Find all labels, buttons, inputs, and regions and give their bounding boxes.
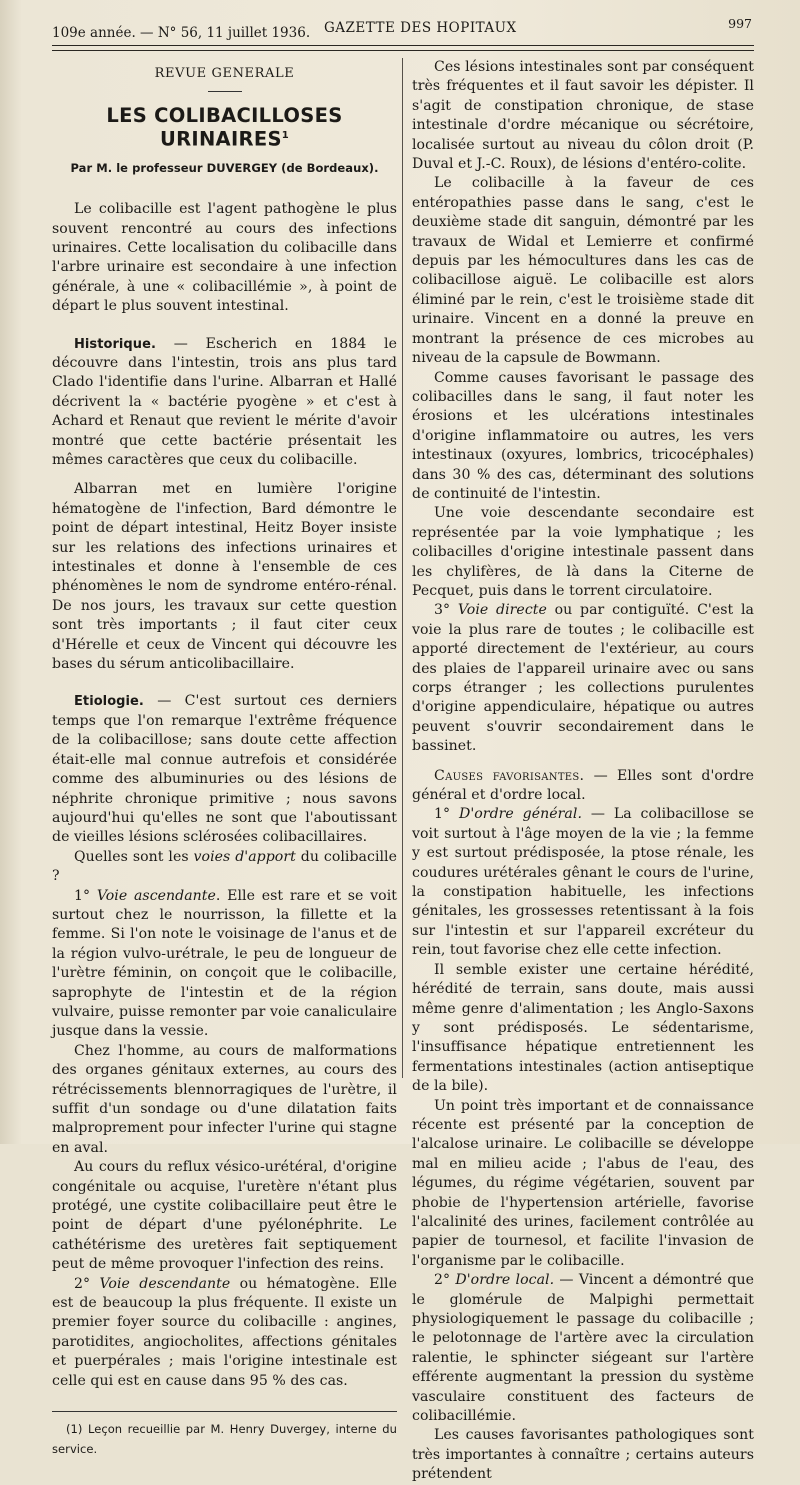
footnote: (1) Leçon recueillie par M. Henry Duvergey, interne du service. [52, 1422, 397, 1456]
running-header [52, 16, 752, 44]
section-heading: REVUE GENERALE [154, 66, 295, 81]
column-divider [402, 58, 403, 1078]
paragraph: 1° D'ordre général. — La colibacillose se voit surtout à l'âge moyen de la vie ; la femme y est surtout prédisposée, la ptose rénale, les coudures urétérales gênant le cours de l'urine, la constipation habituelle, les infections génitales, les grossesses retentissant à la fois sur l'intestin et sur l'appareil excréteur du rein, tout favorise chez elle cette infection. [412, 806, 754, 959]
paragraph: 2° Voie descendante ou hématogène. Elle est de beaucoup la plus fréquente. Il existe un premier foyer source du colibacille : angines, parotidites, angiocholites, affections génitales et puerpérales ; mais l'origine intestinale est celle qui est en cause dans 95 % des cas. [52, 1275, 397, 1389]
right-column [412, 58, 754, 1485]
paragraph-causes: Causes favorisantes. — Elles sont d'ordre général et d'ordre local. [412, 767, 754, 804]
title-footnote-mark: 1 [281, 129, 290, 141]
article-author: Par M. le professeur DUVERGEY (de Bordeaux). [70, 160, 379, 175]
paragraph: 2° D'ordre local. — Vincent a démontré que le glomérule de Malpighi permettait physiologiquement le passage du colibacille ; le pelotonnage de l'artère avec la circulation ralentie, le sphincter siégeant sur l'artère efférente augmentant la pression du système vasculaire constituent des facteurs de colibacillémie. [412, 1272, 755, 1425]
paragraph: Une voie descendante secondaire est représentée par la voie lymphatique ; les colibacilles d'origine intestinale passent dans les chylifères, de là dans la Citerne de Pecquet, puis dans le torrent circulatoire. [412, 505, 754, 599]
paragraph: Il semble exister une certaine hérédité, hérédité de terrain, sans doute, mais aussi même genre d'alimentation ; les Anglo-Saxons y sont prédisposés. Le sédentarisme, l'insuffisance hépatique entretiennent les fermentations intestinales (action antiseptique de la bile). [412, 961, 754, 1095]
paragraph: Au cours du reflux vésico-urétéral, d'origine congénitale ou acquise, l'uretère n'étant plus protégé, une cystite colibacillaire peut être le point de départ d'une pyélonéphrite. Le cathétérisme des uretères fait septiquement peut de même provoquer l'infection des reins. [52, 1159, 397, 1273]
paragraph: Les causes favorisantes pathologiques sont très importantes à connaître ; certains auteurs prétendent [412, 1427, 754, 1483]
title-rule [208, 91, 242, 92]
issue-info: 109e année. — N° 56, 11 juillet 1936. [52, 25, 311, 41]
paragraph-etiologie: Etiologie. — C'est surtout ces derniers temps que l'on remarque l'extrême fréquence de la colibacillose; sans doute cette affection était-elle mal connue autrefois et considérée comme des albuminuries ou des lésions de néphrite chronique primitive ; nous savons aujourd'hui qu'elles ne sont que l'aboutissant de vieilles lésions sclérosées colibacillaires. [52, 693, 397, 846]
paragraph: 3° Voie directe ou par contiguïté. C'est la voie la plus rare de toutes ; le colibacille est apporté directement de l'extérieur, au cours des plaies de l'appareil urinaire avec ou sans corps étranger ; les collections purulentes d'origine appendiculaire, hépatique ou autres peuvent s'ouvrir secondairement dans le bassinet. [412, 602, 754, 755]
subheading-causes: Causes favorisantes. [434, 767, 585, 784]
left-column [52, 58, 397, 1459]
article-title: LES COLIBACILLOSES URINAIRES$^1$ [106, 104, 343, 151]
paragraph-historique: Historique. — Escherich en 1884 le découvre dans l'intestin, trois ans plus tard Clado l'identifie dans l'urine. Albarran et Hallé décrivent la « bactérie pyogène » et c'est à Achard et Renaut que revient le mérite d'avoir montré que cette bactérie présentait les mêmes caractères que ceux du colibacille. [52, 335, 397, 468]
paragraph: Chez l'homme, au cours de malformations des organes génitaux externes, au cours des rétrécissements blennorragiques de l'urètre, il suffit d'un sondage ou d'une dilatation faits malproprement pour infecter l'urine qui stagne en aval. [52, 1042, 397, 1156]
paragraph: Comme causes favorisant le passage des colibacilles dans le sang, il faut noter les érosions et les ulcérations intestinales d'origine inflammatoire ou autres, les vers intestinaux (oxyures, lombrics, tricocéphales) dans 30 % des cas, déterminant des solutions de continuité de l'intestin. [412, 369, 754, 502]
header-rule [52, 45, 754, 51]
page-number: 997 [728, 16, 752, 31]
paragraph: Albarran met en lumière l'origine hématogène de l'infection, Bard démontre le point de départ intestinal, Heitz Boyer insiste sur les relations des infections urinaires et intestinales et donne à l'ensemble de ces phénomènes le nom de syndrome entéro-rénal. De nos jours, les travaux sur cette question sont très importants ; il faut citer ceux d'Hérelle et ceux de Vincent qui découvre les bases du sérum anticolibacillaire. [52, 481, 397, 673]
subheading-historique: Historique. [74, 336, 156, 352]
paragraph: Un point très important et de connaissance récente est présenté par la conception de l'alcalose urinaire. Le colibacille se développe mal en milieu acide ; l'abus de l'eau, des légumes, du régime végétarien, souvent par phobie de l'hypertension artérielle, favorise l'alcalinité des urines, facilement contrôlée au papier de tournesol, et facilite l'invasion de l'organisme par le colibacille. [412, 1097, 754, 1269]
paragraph: Le colibacille à la faveur de ces entéropathies passe dans le sang, c'est le deuxième stade dit sanguin, démontré par les travaux de Widal et Lemierre et confirmé depuis par les hémocultures dans les cas de colibacillose aiguë. Le colibacille est alors éliminé par le rein, c'est le troisième stade dit urinaire. Vincent en a donné la preuve en montrant la présence de ces microbes au niveau de la capsule de Bowmann. [412, 175, 754, 367]
paragraph: Ces lésions intestinales sont par conséquent très fréquentes et il faut savoir les dépister. Il s'agit de constipation chronique, de stase intestinale d'ordre mécanique ou sécrétoire, localisée surtout au niveau du côlon droit (P. Duval et J.-C. Roux), de lésions d'entéro-colite. [412, 59, 754, 173]
paragraph: Quelles sont les voies d'apport du colibacille ? [52, 848, 398, 885]
paragraph: 1° Voie ascendante. Elle est rare et se voit surtout chez le nourrisson, la fillette et la femme. Si l'on note le voisinage de l'anus et de la région vulvo-urétrale, le peu de longueur de l'urètre féminin, on conçoit que le colibacille, saprophyte de l'intestin et de la région vulvaire, puisse remonter par voie canaliculaire jusque dans la vessie. [52, 887, 397, 1040]
footnote-rule [52, 1411, 397, 1412]
journal-name: GAZETTE DES HOPITAUX [324, 20, 517, 36]
subheading-etiologie: Etiologie. [74, 694, 144, 710]
paragraph: Le colibacille est l'agent pathogène le plus souvent rencontré au cours des infections urinaires. Cette localisation du colibacille dans l'arbre urinaire est secondaire à une infection générale, à une « colibacillémie », à point de départ le plus souvent intestinal. [52, 201, 397, 315]
